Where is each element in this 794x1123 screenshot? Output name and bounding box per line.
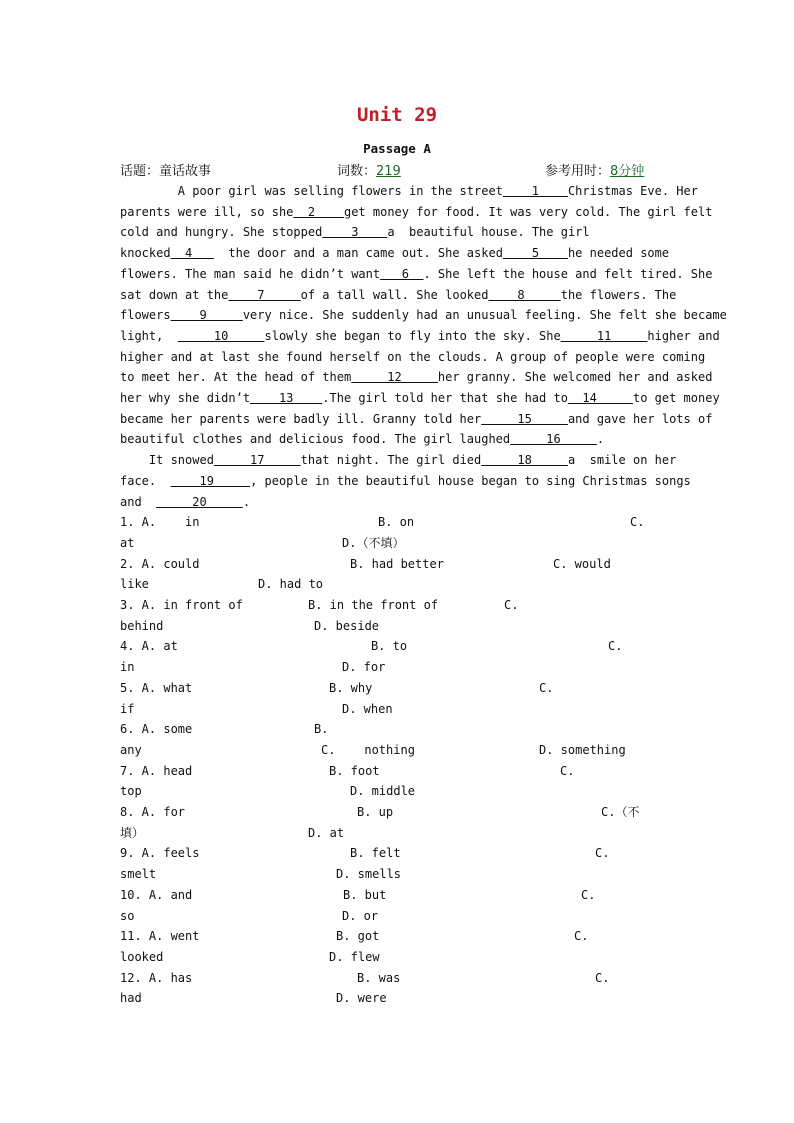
answer-blank: 4	[170, 246, 214, 261]
option-item: 8. A. for	[120, 805, 186, 819]
option-line	[120, 554, 676, 574]
option-line	[120, 885, 676, 905]
option-line	[120, 864, 676, 884]
option-item: D. smells	[336, 867, 402, 882]
option-item: B. got	[336, 929, 380, 944]
option-item: B. on	[378, 515, 415, 530]
option-item: like	[120, 577, 149, 592]
option-item: looked	[120, 949, 164, 964]
unit-title: Unit 29	[356, 104, 438, 126]
answer-blank: 17	[213, 453, 301, 468]
option-item: B. why	[329, 680, 373, 695]
option-line	[120, 906, 676, 926]
topic-info	[120, 160, 211, 179]
answer-blank: 19	[170, 473, 251, 488]
answer-blank: 15	[481, 411, 568, 426]
answer-blank: 2	[293, 204, 344, 219]
passage-line: and 20 .	[120, 494, 251, 509]
option-item: top	[120, 784, 142, 799]
option-item: D. beside	[314, 618, 380, 633]
option-item: 4. A. at	[120, 639, 178, 654]
option-item: in	[120, 660, 135, 675]
option-line	[120, 926, 676, 946]
option-item: smelt	[120, 867, 157, 882]
option-item: D. when	[342, 701, 393, 716]
option-item: behind	[120, 618, 164, 633]
option-item: D. for	[342, 660, 386, 675]
time-label: 参考用时：	[545, 164, 611, 179]
option-item: 3. A. in front of	[120, 598, 243, 612]
passage-line: flowers. The man said he didn’t want 6 . She left the house and felt tired. She	[120, 266, 713, 281]
option-item: B. foot	[329, 763, 380, 778]
passage-line: light, 10 slowly she began to fly into the sky. She 11 higher and	[120, 328, 720, 343]
option-item: C.	[560, 763, 575, 778]
word-count-label: 词数：	[337, 164, 377, 179]
option-item: D. flew	[329, 949, 380, 964]
answer-blank: 5	[502, 246, 568, 261]
passage-line: It snowed 17 that night. The girl died 18 a smile on her	[120, 453, 677, 468]
option-item: D. were	[336, 991, 387, 1006]
option-line	[120, 947, 676, 967]
word-count-info	[337, 160, 401, 179]
time-value: 8分钟	[610, 164, 645, 179]
option-line	[120, 699, 676, 719]
option-item: 5. A. what	[120, 680, 193, 695]
option-line	[120, 781, 676, 801]
option-item: 1. A. in	[120, 515, 200, 530]
option-item: D. middle	[350, 784, 416, 799]
option-item: C.（不	[601, 805, 640, 819]
option-item: C.	[630, 515, 645, 530]
option-item: B.	[314, 722, 329, 737]
option-item: D. something	[539, 742, 626, 757]
option-item: C.	[595, 970, 610, 985]
passage-line: her why she didn’t 13 .The girl told her that she had to 14 to get money	[120, 391, 720, 405]
answer-blank: 20	[156, 494, 243, 509]
passage-line: beautiful clothes and delicious food. The girl laughed 16 .	[120, 432, 605, 447]
answer-blank: 7	[228, 287, 301, 302]
option-item: C.	[574, 929, 589, 944]
option-line	[120, 533, 676, 553]
option-item: B. to	[371, 639, 408, 654]
answer-blank: 10	[177, 328, 265, 343]
option-item: D.（不填）	[342, 535, 405, 550]
option-item: any	[120, 742, 142, 757]
option-item: B. was	[357, 970, 401, 985]
option-item: B. in the front of	[308, 598, 439, 612]
passage-line: to meet her. At the head of them 12 her granny. She welcomed her and asked	[120, 370, 713, 385]
passage-line: cold and hungry. She stopped 3 a beautiful house. The girl	[120, 225, 590, 240]
answer-blank: 3	[322, 225, 388, 240]
passage-line: A poor girl was selling flowers in the street 1 Christmas Eve. Her	[120, 184, 698, 198]
option-item: 10. A. and	[120, 887, 193, 902]
option-item: C.	[504, 598, 519, 612]
option-item: D. had to	[258, 577, 324, 592]
option-item: C.	[581, 887, 596, 902]
answer-blank: 12	[351, 370, 438, 385]
option-item: C. would	[553, 556, 611, 571]
option-line	[120, 843, 676, 863]
answer-blank: 16	[510, 432, 597, 447]
option-item: B. but	[343, 887, 387, 902]
time-info	[545, 160, 644, 179]
option-item: 填）	[120, 825, 145, 840]
topic-label: 话题：	[120, 164, 160, 179]
option-item: C.	[539, 680, 554, 695]
option-line	[120, 657, 676, 677]
option-line	[120, 719, 676, 739]
option-line	[120, 761, 676, 781]
option-item: 11. A. went	[120, 929, 200, 944]
option-line	[120, 616, 676, 636]
option-item: 6. A. some	[120, 722, 193, 737]
option-line	[120, 823, 676, 843]
option-item: C. nothing	[321, 742, 415, 757]
option-item: B. felt	[350, 846, 401, 861]
passage-line: parents were ill, so she 2 get money for food. It was very cold. The girl felt	[120, 204, 713, 219]
option-item: had	[120, 991, 142, 1006]
answer-blank: 13	[250, 391, 323, 405]
option-item: C.	[608, 639, 623, 654]
option-item: D. or	[342, 908, 379, 923]
passage-line: face. 19 , people in the beautiful house began to sing Christmas songs	[120, 473, 691, 488]
option-item: if	[120, 701, 135, 716]
answer-blank: 18	[481, 453, 568, 468]
option-item: 9. A. feels	[120, 846, 200, 861]
passage-line: flowers 9 very nice. She suddenly had an unusual feeling. She felt she became	[120, 308, 727, 323]
option-line	[120, 574, 676, 594]
option-line	[120, 512, 676, 532]
answer-blank: 9	[170, 308, 243, 323]
passage-line: knocked 4 the door and a man came out. She asked 5 he needed some	[120, 246, 670, 261]
option-line	[120, 678, 676, 698]
option-item: 12. A. has	[120, 970, 193, 985]
passage-info-row	[120, 160, 680, 180]
answer-blank: 11	[560, 328, 648, 343]
passage-heading: Passage A	[363, 141, 431, 156]
word-count-value: 219	[376, 164, 401, 179]
option-item: 7. A. head	[120, 763, 193, 778]
answer-blank: 14	[567, 391, 633, 405]
option-item: B. had better	[350, 556, 444, 571]
option-item: C.	[595, 846, 610, 861]
option-item: at	[120, 535, 135, 550]
answer-blank: 8	[488, 287, 561, 302]
option-item: D. at	[308, 825, 345, 840]
answer-blank: 6	[380, 266, 424, 281]
passage-line: higher and at last she found herself on the clouds. A group of people were coming	[120, 349, 706, 364]
answer-blank: 1	[502, 184, 568, 198]
topic-value: 童话故事	[159, 164, 212, 179]
option-line	[120, 636, 676, 656]
option-line	[120, 968, 676, 988]
passage-line: sat down at the 7 of a tall wall. She looked 8 the flowers. The	[120, 287, 677, 302]
option-line	[120, 595, 676, 615]
option-item: B. up	[357, 805, 394, 819]
option-item: so	[120, 908, 135, 923]
option-line	[120, 802, 676, 822]
option-line	[120, 740, 676, 760]
option-line	[120, 988, 676, 1008]
passage-line: became her parents were badly ill. Granny told her 15 and gave her lots of	[120, 411, 713, 426]
option-item: 2. A. could	[120, 556, 200, 571]
